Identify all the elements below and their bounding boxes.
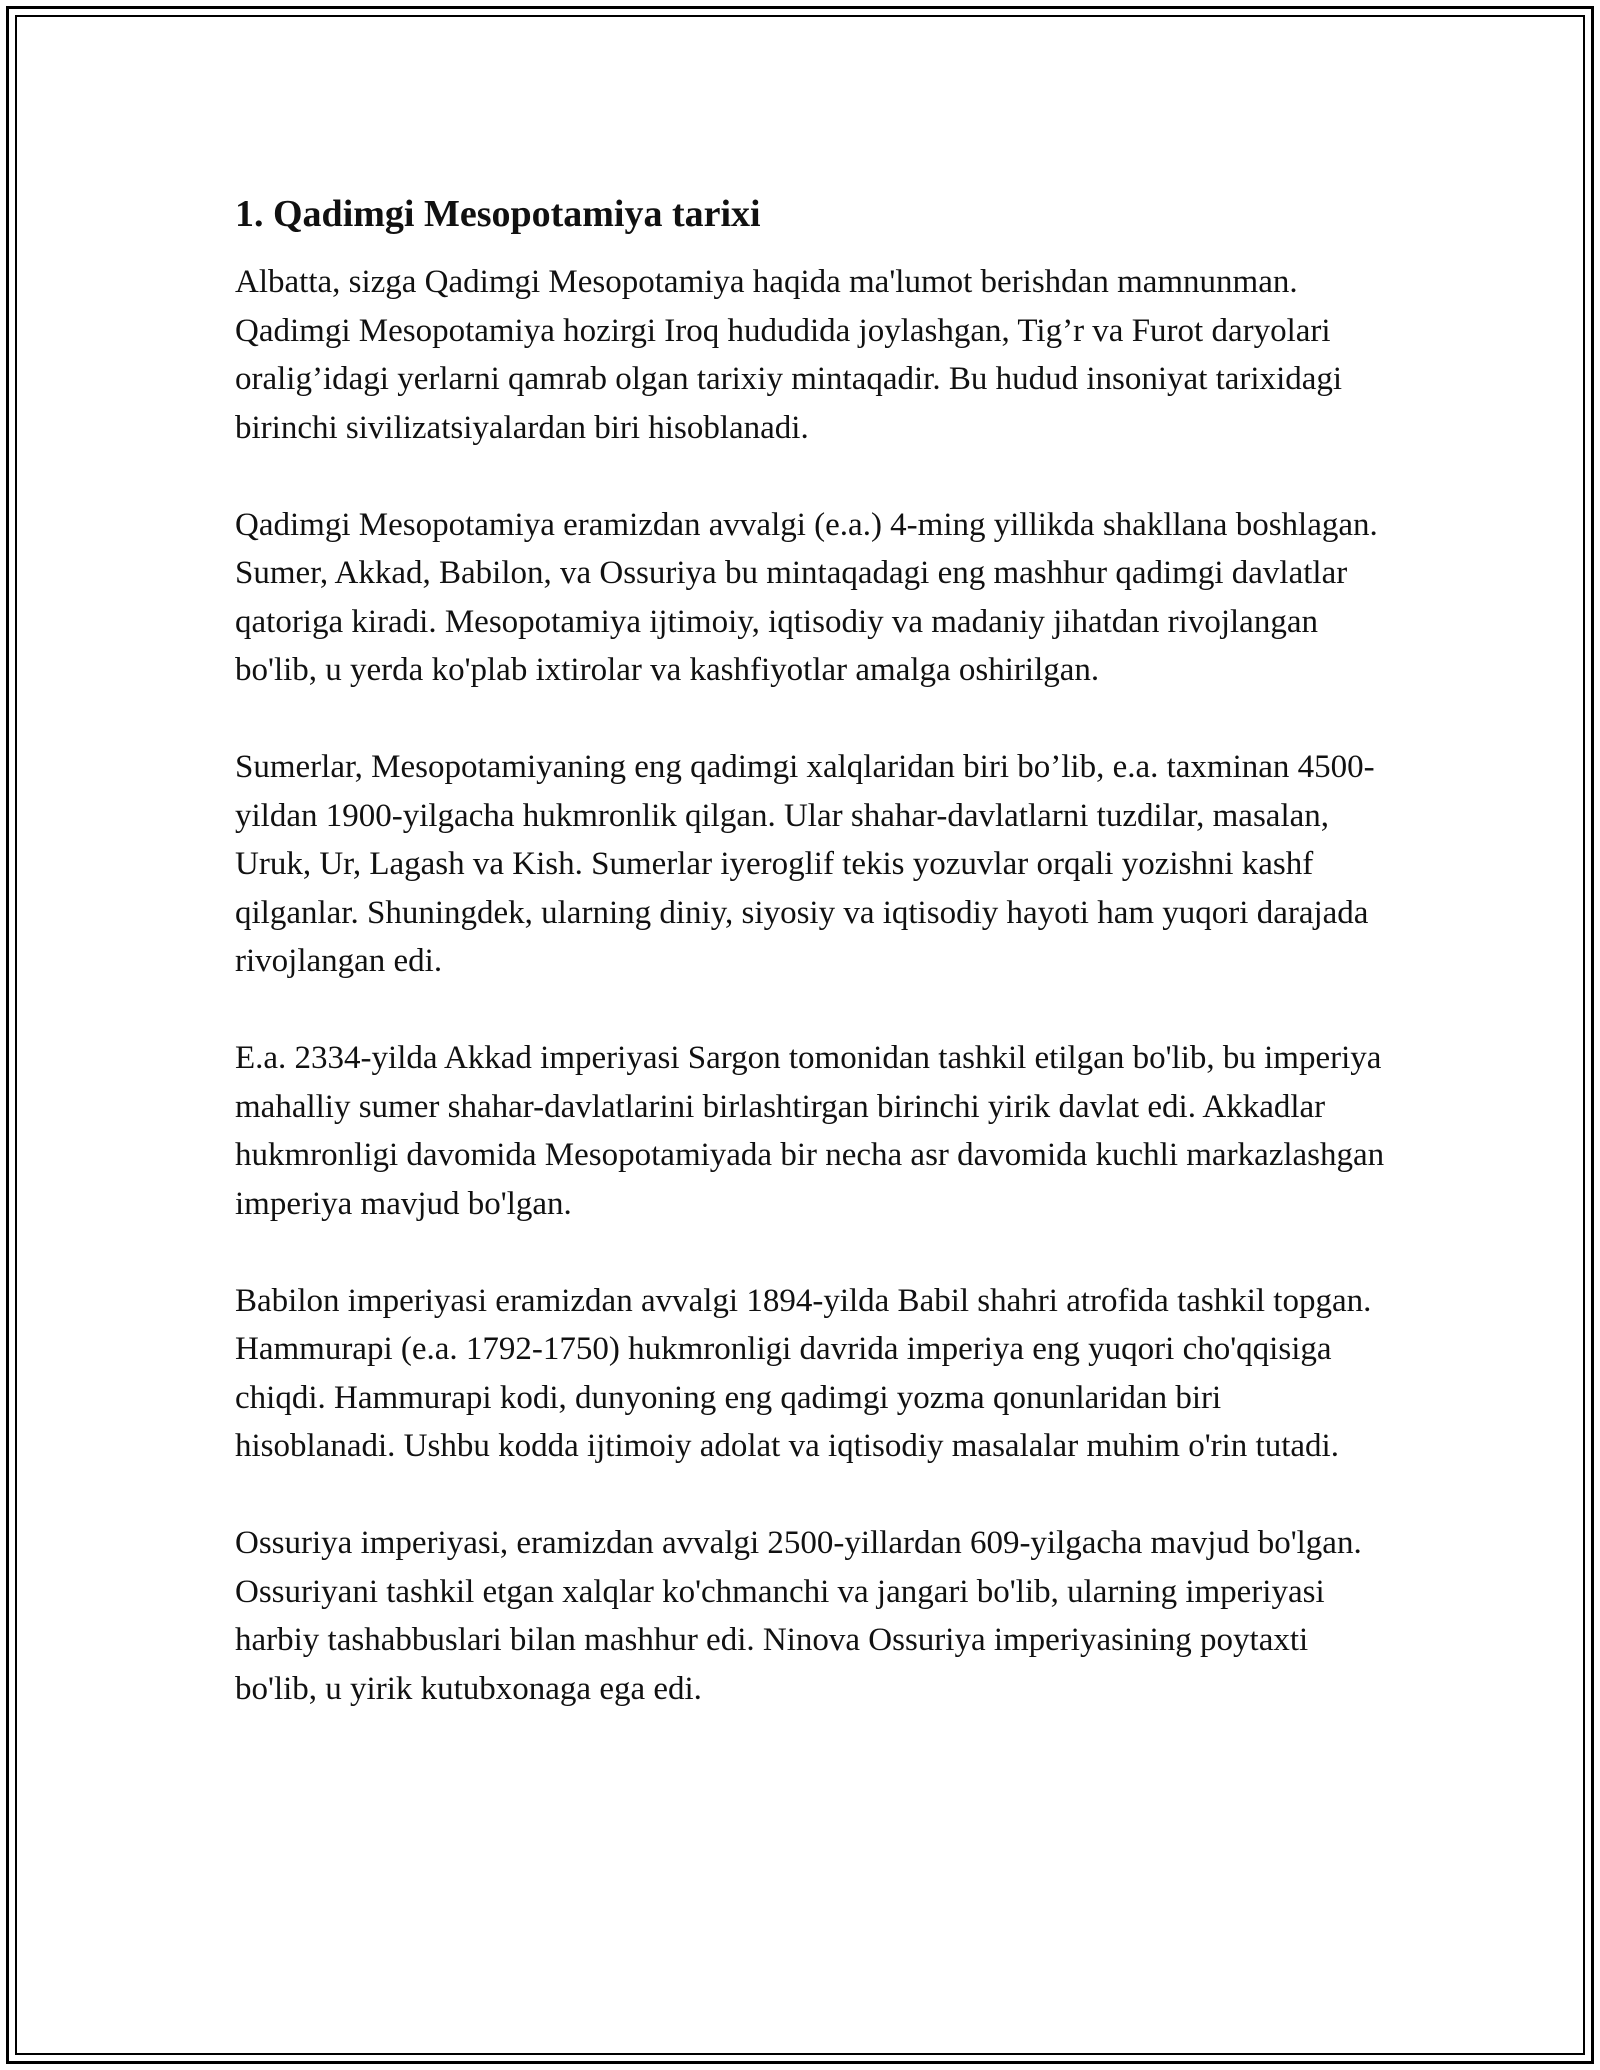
document-body [235,190,1385,1762]
paragraph-origins: Qadimgi Mesopotamiya eramizdan avvalgi (e.a.) 4-ming yillikda shakllana boshlagan. Sumer, Akkad, Babilon, va Ossuriya bu mintaqadagi eng mashhur qadimgi davlatlar qatoriga kiradi. Mesopotamiya ijtimoiy, iqtisodiy va madaniy jihatdan rivojlangan bo'lib, u yerda ko'plab ixtirolar va kashfiyotlar amalga oshirilgan. [235,506,1378,688]
paragraph-sumerians: Sumerlar, Mesopotamiyaning eng qadimgi xalqlaridan biri bo’lib, e.a. taxminan 4500-yildan 1900-yilgacha hukmronlik qilgan. Ular shahar-davlatlarni tuzdilar, masalan, Uruk, Ur, Lagash va Kish. Sumerlar iyeroglif tekis yozuvlar orqali yozishni kashf qilganlar. Shuningdek, ularning diniy, siyosiy va iqtisodiy hayoti ham yuqori darajada rivojlangan edi. [235,749,1375,979]
paragraph-assyria: Ossuriya imperiyasi, eramizdan avvalgi 2500-yillardan 609-yilgacha mavjud bo'lgan. Ossuriyani tashkil etgan xalqlar ko'chmanchi va jangari bo'lib, ularning imperiyasi harbiy tashabbuslari bilan mashhur edi. Ninova Ossuriya imperiyasining poytaxti bo'lib, u yirik kutubxonaga ega edi. [235,1525,1362,1707]
paragraph-babylon: Babilon imperiyasi eramizdan avvalgi 1894-yilda Babil shahri atrofida tashkil topgan. Hammurapi (e.a. 1792-1750) hukmronligi davrida imperiya eng yuqori cho'qqisiga chiqdi. Hammurapi kodi, dunyoning eng qadimgi yozma qonunlaridan biri hisoblanadi. Ushbu kodda ijtimoiy adolat va iqtisodiy masalalar muhim o'rin tutadi. [235,1282,1372,1464]
document-title: 1. Qadimgi Mesopotamiya tarixi [235,193,761,235]
paragraph-akkad: E.a. 2334-yilda Akkad imperiyasi Sargon tomonidan tashkil etilgan bo'lib, bu imperiya mahalliy sumer shahar-davlatlarini birlashtirgan birinchi yirik davlat edi. Akkadlar hukmronligi davomida Mesopotamiyada bir necha asr davomida kuchli markazlashgan imperiya mavjud bo'lgan. [235,1040,1385,1222]
paragraph-intro: Albatta, sizga Qadimgi Mesopotamiya haqida ma'lumot berishdan mamnunman. Qadimgi Mesopotamiya hozirgi Iroq hududida joylashgan, Tig’r va Furot daryolari oralig’idagi yerlarni qamrab olgan tarixiy mintaqadir. Bu hudud insoniyat tarixidagi birinchi sivilizatsiyalardan biri hisoblanadi. [235,264,1343,446]
